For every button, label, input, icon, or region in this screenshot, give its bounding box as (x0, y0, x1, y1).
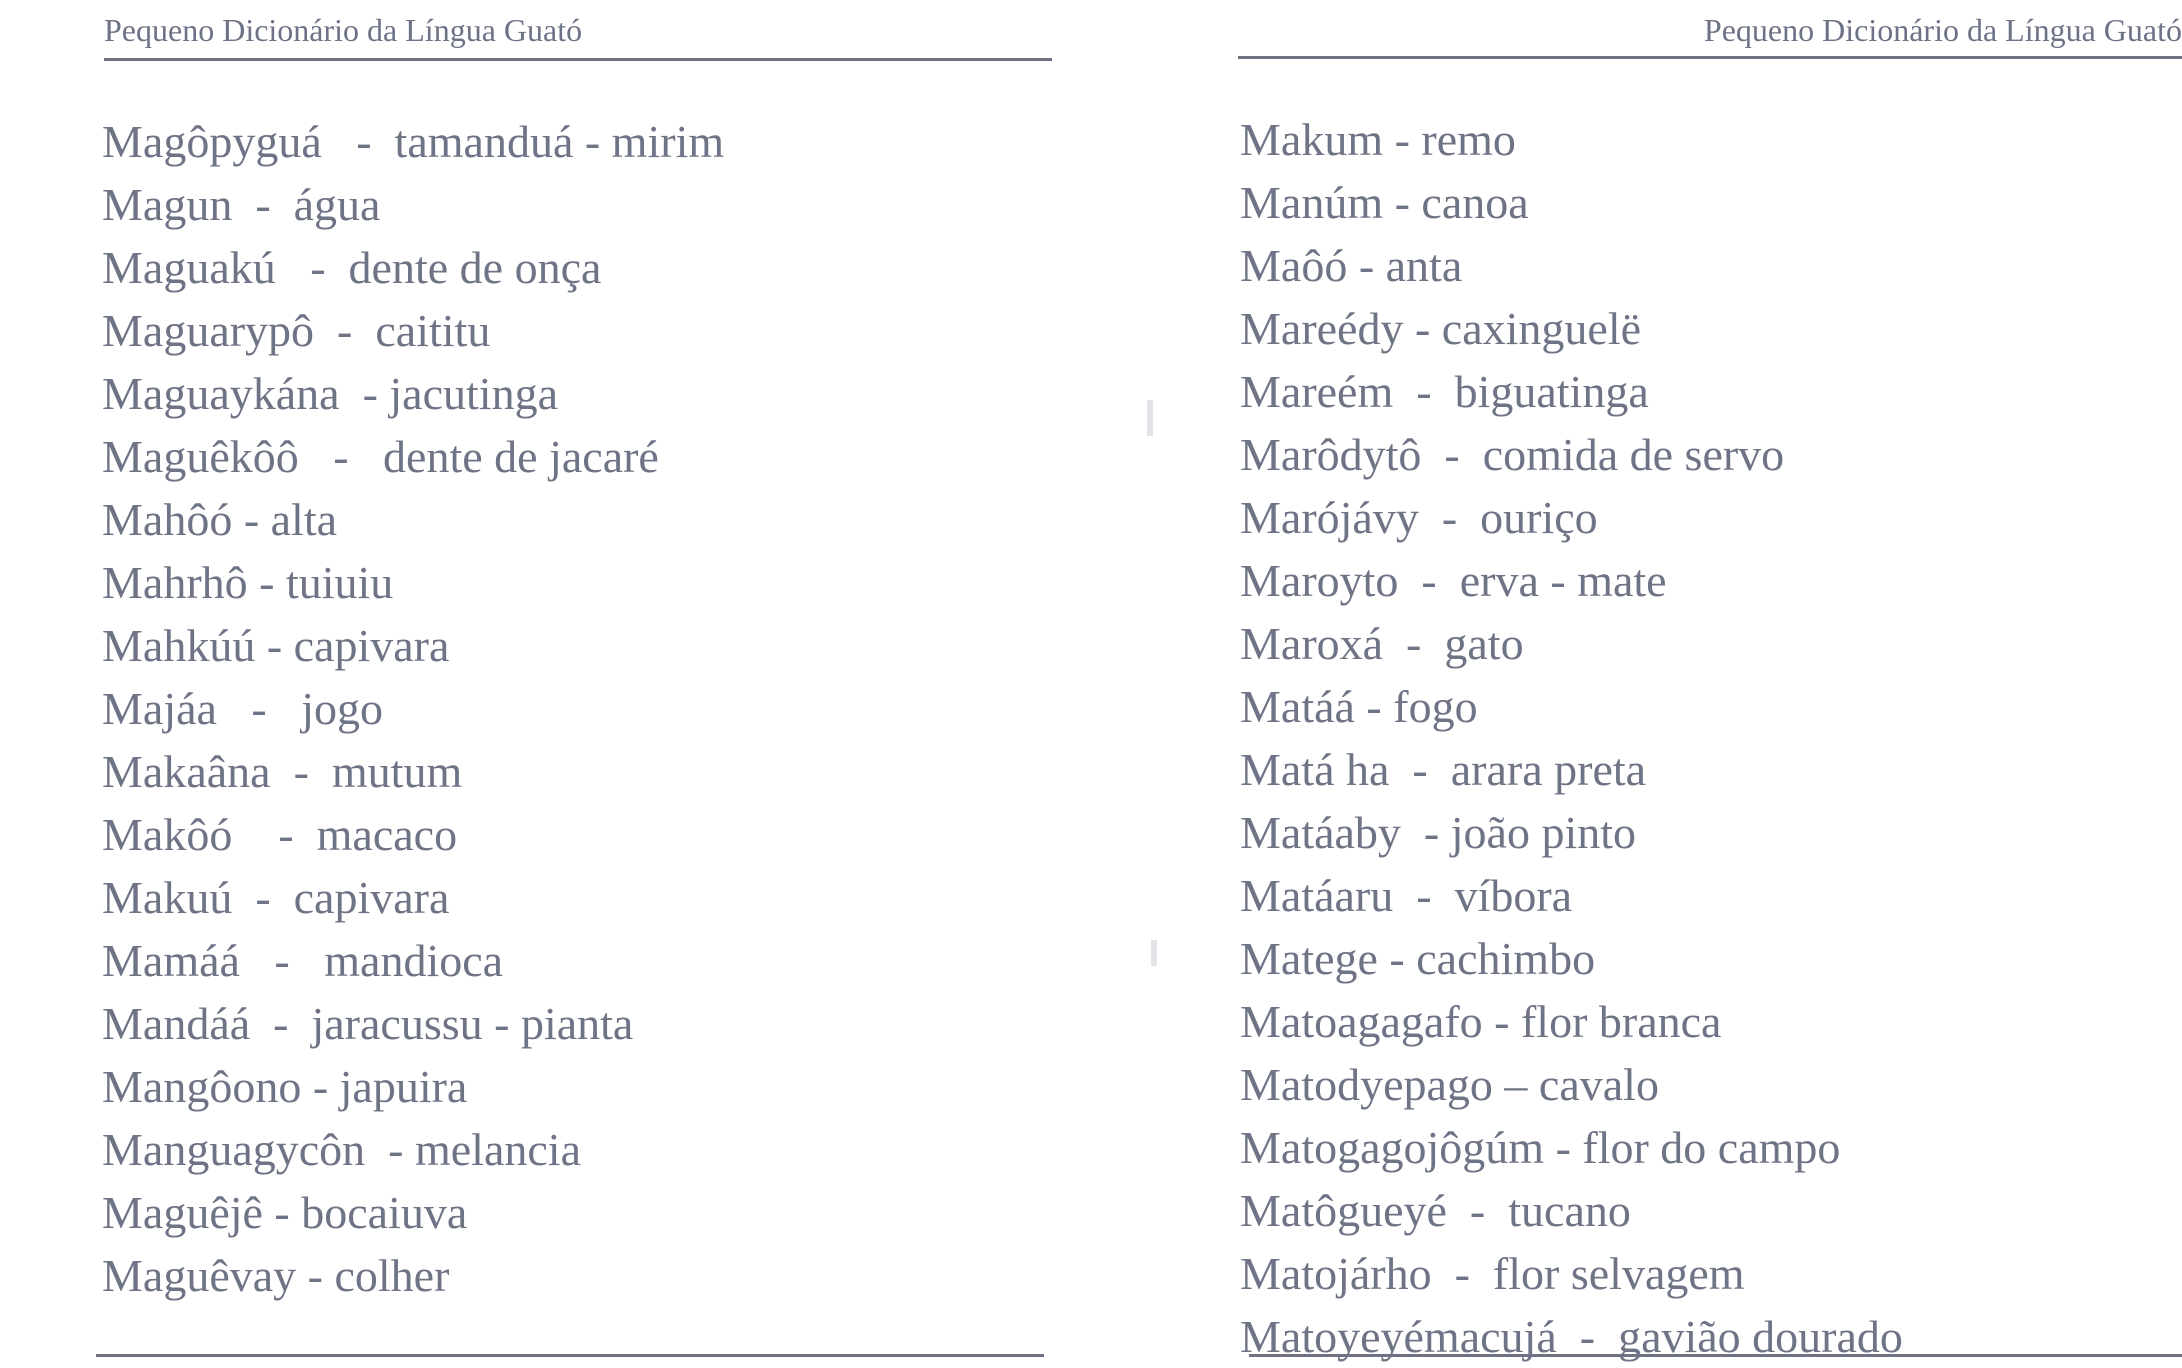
dictionary-entry: Majáa - jogo (102, 683, 384, 734)
dictionary-entry: Matoagagafo - flor branca (1240, 996, 1722, 1047)
dictionary-entry: Maguakú - dente de onça (102, 242, 602, 293)
dictionary-entry: Mamáá - mandioca (102, 935, 504, 986)
right-top-rule (1238, 56, 2182, 59)
left-running-head: Pequeno Dicionário da Língua Guató (104, 12, 583, 48)
dictionary-entry: Matege - cachimbo (1240, 933, 1596, 984)
right-entry-list (1240, 108, 1903, 1368)
dictionary-entry: Makuú - capivara (102, 872, 450, 923)
dictionary-entry: Mahkúú - capivara (102, 620, 450, 671)
left-top-rule (104, 58, 1052, 61)
right-running-head: Pequeno Dicionário da Língua Guató (1703, 12, 2182, 48)
dictionary-entry: Maôó - anta (1240, 240, 1463, 291)
dictionary-entry: Magun - água (102, 179, 381, 230)
dictionary-entry: Matáaru - víbora (1240, 870, 1573, 921)
dictionary-entry: Magôpyguá - tamanduá - mirim (102, 116, 725, 167)
dictionary-entry: Maroyto - erva - mate (1240, 555, 1667, 606)
dictionary-entry: Manguagycôn - melancia (102, 1124, 581, 1175)
dictionary-entry: Mahrhô - tuiuiu (102, 557, 394, 608)
dictionary-entry: Marójávy - ouriço (1240, 492, 1598, 543)
left-entry-list (102, 110, 724, 1307)
dictionary-entry: Maguêjê - bocaiuva (102, 1187, 468, 1238)
left-bottom-rule (96, 1354, 1044, 1357)
dictionary-entry: Mareédy - caxinguelë (1240, 303, 1642, 354)
left-page (0, 0, 1091, 1361)
dictionary-entry: Matôgueyé - tucano (1240, 1185, 1631, 1236)
dictionary-entry: Matogagojôgúm - flor do campo (1240, 1122, 1841, 1173)
dictionary-entry: Maguêvay - colher (102, 1250, 450, 1301)
dictionary-entry: Makaâna - mutum (102, 746, 463, 797)
dictionary-entry: Maroxá - gato (1240, 618, 1524, 669)
dictionary-entry: Manúm - canoa (1240, 177, 1529, 228)
dictionary-entry: Maguarypô - caititu (102, 305, 491, 356)
dictionary-entry: Marôdytô - comida de servo (1240, 429, 1785, 480)
dictionary-entry: Matáá - fogo (1240, 681, 1478, 732)
dictionary-entry: Mahôó - alta (102, 494, 338, 545)
dictionary-entry: Matáaby - joão pinto (1240, 807, 1637, 858)
dictionary-entry: Maguêkôô - dente de jacaré (102, 431, 659, 482)
dictionary-entry: Matojárho - flor selvagem (1240, 1248, 1745, 1299)
dictionary-entry: Mandáá - jaracussu - pianta (102, 998, 634, 1049)
dictionary-entry: Mangôono - japuira (102, 1061, 468, 1112)
dictionary-entry: Maguaykána - jacutinga (102, 368, 558, 419)
dictionary-entry: Matoyeyémacujá - gavião dourado (1240, 1311, 1903, 1362)
dictionary-entry: Matá ha - arara preta (1240, 744, 1647, 795)
dictionary-entry: Makôó - macaco (102, 809, 458, 860)
dictionary-entry: Mareém - biguatinga (1240, 366, 1649, 417)
dictionary-entry: Matodyepago – cavalo (1240, 1059, 1659, 1110)
dictionary-entry: Makum - remo (1240, 114, 1516, 165)
